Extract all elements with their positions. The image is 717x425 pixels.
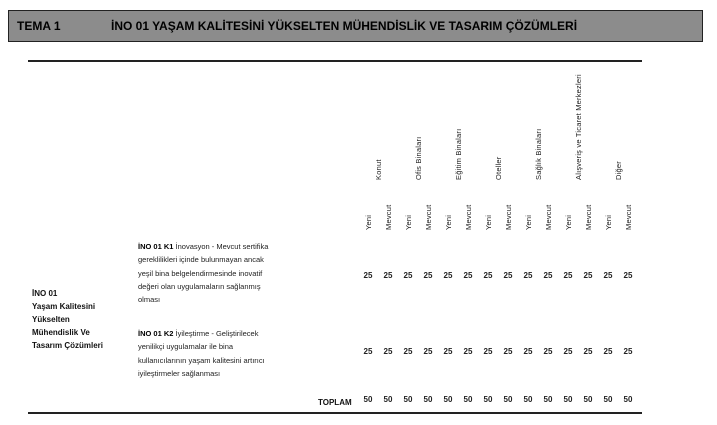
theme-header-bar xyxy=(8,10,703,42)
k2-score-value: 25 xyxy=(503,347,513,356)
sub-header-new: Yeni xyxy=(604,214,613,230)
criterion-text: olması xyxy=(138,295,161,305)
k1-score-value: 25 xyxy=(583,271,593,280)
sub-header-existing: Mevcut xyxy=(504,204,513,230)
sub-header-existing: Mevcut xyxy=(584,204,593,230)
category-header: Sağlık Binaları xyxy=(534,128,543,180)
total-score-value: 50 xyxy=(603,395,613,404)
total-score-value: 50 xyxy=(563,395,573,404)
total-label: TOPLAM xyxy=(318,398,352,407)
criterion-text: iyileştirmeler sağlanması xyxy=(138,368,221,378)
total-score-value: 50 xyxy=(543,395,553,404)
goal-line: İNO 01 xyxy=(32,289,58,298)
sub-header-existing: Mevcut xyxy=(624,204,633,230)
k1-score-value: 25 xyxy=(603,271,613,280)
total-score-value: 50 xyxy=(503,395,513,404)
k2-score-value: 25 xyxy=(423,347,433,356)
criterion-k2 xyxy=(138,327,363,380)
criterion-text: değeri olan uygulamaların sağlanmış xyxy=(138,281,261,291)
k1-score-value: 25 xyxy=(563,271,573,280)
criterion-text: kullanıcılarının yaşam kalitesini artırıcı xyxy=(138,355,265,365)
goal-line: Tasarım Çözümleri xyxy=(32,341,103,350)
k1-score-value: 25 xyxy=(363,271,373,280)
theme-number: TEMA 1 xyxy=(17,19,61,33)
total-score-value: 50 xyxy=(443,395,453,404)
k2-score-value: 25 xyxy=(543,347,553,356)
k1-score-value: 25 xyxy=(463,271,473,280)
criterion-text: İyileştirme - Geliştirilecek xyxy=(175,329,259,338)
k2-score-value: 25 xyxy=(483,347,493,356)
table-top-rule xyxy=(28,60,642,62)
sub-header-existing: Mevcut xyxy=(424,204,433,230)
table-bottom-rule xyxy=(28,412,642,414)
k1-score-value: 25 xyxy=(483,271,493,280)
criterion-text: gereklilikleri içinde bulunmayan ancak xyxy=(138,255,264,265)
criterion-text: yenilikçi uygulamalar ile bina xyxy=(138,342,234,352)
total-score-value: 50 xyxy=(623,395,633,404)
k2-score-value: 25 xyxy=(603,347,613,356)
k1-score-value: 25 xyxy=(503,271,513,280)
total-score-value: 50 xyxy=(363,395,373,404)
sub-header-new: Yeni xyxy=(364,214,373,230)
criterion-text: İnovasyon - Mevcut sertifika xyxy=(175,242,269,251)
total-score-value: 50 xyxy=(383,395,393,404)
k1-score-value: 25 xyxy=(443,271,453,280)
category-header: Alışveriş ve Ticaret Merkezleri xyxy=(574,74,583,180)
k2-score-value: 25 xyxy=(583,347,593,356)
k1-score-value: 25 xyxy=(383,271,393,280)
criterion-code: İNO 01 K1 xyxy=(138,242,174,251)
k2-score-value: 25 xyxy=(463,347,473,356)
goal-cell xyxy=(32,287,132,352)
category-header: Diğer xyxy=(614,161,623,180)
k1-score-value: 25 xyxy=(623,271,633,280)
criterion-k1 xyxy=(138,240,363,306)
sub-header-new: Yeni xyxy=(444,214,453,230)
category-header: Ofis Binaları xyxy=(414,136,423,180)
sub-header-new: Yeni xyxy=(524,214,533,230)
k2-score-value: 25 xyxy=(443,347,453,356)
total-score-value: 50 xyxy=(463,395,473,404)
total-score-value: 50 xyxy=(403,395,413,404)
total-score-value: 50 xyxy=(583,395,593,404)
criterion-first-line xyxy=(138,240,363,253)
theme-title: İNO 01 YAŞAM KALİTESİNİ YÜKSELTEN MÜHENDİSLİK VE TASARIM ÇÖZÜMLERİ xyxy=(111,19,578,33)
goal-line: Mühendislik Ve xyxy=(32,328,90,337)
k1-score-value: 25 xyxy=(403,271,413,280)
k2-score-value: 25 xyxy=(523,347,533,356)
k2-score-value: 25 xyxy=(383,347,393,356)
criterion-text: yeşil bina belgelendirmesinde inovatif xyxy=(138,268,263,278)
k2-score-value: 25 xyxy=(363,347,373,356)
goal-line: Yaşam Kalitesini xyxy=(32,302,96,311)
category-header: Eğitim Binaları xyxy=(454,128,463,180)
goal-line: Yükselten xyxy=(32,315,70,324)
k1-score-value: 25 xyxy=(523,271,533,280)
sub-header-new: Yeni xyxy=(404,214,413,230)
k1-score-value: 25 xyxy=(543,271,553,280)
category-header: Konut xyxy=(374,159,383,180)
category-header: Oteller xyxy=(494,156,503,180)
k2-score-value: 25 xyxy=(563,347,573,356)
sub-header-existing: Mevcut xyxy=(544,204,553,230)
k1-score-value: 25 xyxy=(423,271,433,280)
sub-header-existing: Mevcut xyxy=(464,204,473,230)
criterion-first-line xyxy=(138,327,363,340)
k2-score-value: 25 xyxy=(623,347,633,356)
criterion-code: İNO 01 K2 xyxy=(138,329,174,338)
total-score-value: 50 xyxy=(483,395,493,404)
total-score-value: 50 xyxy=(523,395,533,404)
total-score-value: 50 xyxy=(423,395,433,404)
sub-header-existing: Mevcut xyxy=(384,204,393,230)
sub-header-new: Yeni xyxy=(564,214,573,230)
k2-score-value: 25 xyxy=(403,347,413,356)
sub-header-new: Yeni xyxy=(484,214,493,230)
